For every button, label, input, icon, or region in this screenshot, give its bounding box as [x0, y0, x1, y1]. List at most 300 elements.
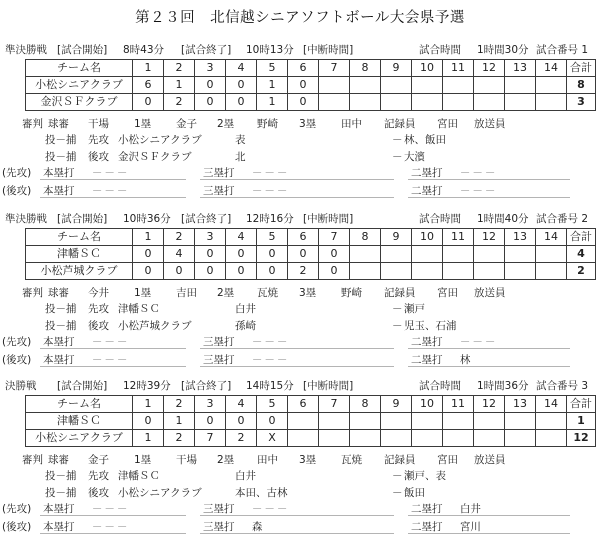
inning-score-cell	[536, 413, 567, 430]
triple-segment	[200, 519, 394, 534]
inning-score-cell: 2	[288, 263, 319, 280]
battery-catchers: 児玉、石浦	[404, 320, 457, 332]
inning-score-cell: 0	[133, 246, 164, 263]
game-duration-value: 1時間40分	[477, 213, 529, 225]
double-value: －－－	[459, 336, 498, 348]
start-time-value: 10時36分	[123, 213, 171, 225]
battery-label: 投－捕	[45, 134, 77, 146]
page-title: 第２３回 北信越シニアソフトボール大会県予選	[135, 10, 465, 26]
homerun-label: 本塁打	[43, 185, 75, 197]
extra-hits-row	[0, 519, 600, 534]
inning-header-cell: 2	[164, 60, 195, 77]
battery-row	[0, 149, 600, 164]
inning-score-cell: 6	[133, 77, 164, 94]
battery-catchers: 瀬戸	[404, 303, 425, 315]
interruption-label: [中断時間]	[303, 213, 354, 225]
team-score-row	[26, 263, 596, 280]
inning-score-cell: 1	[164, 77, 195, 94]
third-base-umpire-name: 田中	[341, 118, 362, 130]
double-segment	[408, 352, 570, 367]
inning-score-cell: 1	[164, 413, 195, 430]
inning-score-cell: 0	[226, 94, 257, 111]
team-name-cell: 津幡ＳＣ	[26, 246, 133, 263]
team-score-row	[26, 77, 596, 94]
inning-score-cell: 0	[226, 413, 257, 430]
total-score-cell: 1	[567, 413, 596, 430]
scorer-name: 宮田	[437, 454, 458, 466]
team-name-header: チーム名	[26, 229, 133, 246]
inning-score-cell	[474, 246, 505, 263]
inning-header-cell: 3	[195, 60, 226, 77]
team-score-row	[26, 413, 596, 430]
announcer-label: 放送員	[474, 287, 506, 299]
battery-team-name: 津幡ＳＣ	[118, 303, 160, 315]
hits-side-label: (後攻)	[2, 354, 32, 366]
extra-hits-row	[0, 352, 600, 367]
inning-score-cell	[536, 94, 567, 111]
double-value: 白井	[459, 503, 481, 515]
inning-header-cell: 4	[226, 396, 257, 413]
inning-header-cell: 7	[319, 60, 350, 77]
inning-score-cell	[443, 246, 474, 263]
inning-score-cell	[474, 263, 505, 280]
battery-pitchers: 孫崎	[235, 320, 256, 332]
first-base-label: 1塁	[134, 454, 152, 466]
triple-segment	[200, 334, 394, 349]
score-table-body	[26, 60, 596, 111]
inning-header-cell: 12	[474, 396, 505, 413]
triple-label: 三塁打	[203, 354, 235, 366]
double-segment	[408, 334, 570, 349]
battery-pitchers: 白井	[235, 303, 256, 315]
team-name-header: チーム名	[26, 396, 133, 413]
game-header-line	[0, 378, 600, 393]
inning-score-cell	[381, 430, 412, 447]
game-duration-value: 1時間30分	[477, 44, 529, 56]
inning-score-cell	[443, 77, 474, 94]
inning-score-cell: 0	[133, 413, 164, 430]
second-base-umpire-name: 田中	[257, 454, 278, 466]
game-duration-value: 1時間36分	[477, 380, 529, 392]
inning-score-cell	[412, 430, 443, 447]
double-segment	[408, 519, 570, 534]
scorer-name: 宮田	[437, 287, 458, 299]
game-section-2	[0, 211, 600, 373]
second-base-label: 2塁	[217, 454, 235, 466]
third-base-label: 3塁	[299, 118, 317, 130]
plate-umpire-name: 金子	[88, 454, 109, 466]
battery-catchers: 林、飯田	[404, 134, 446, 146]
first-base-umpire-name: 干場	[176, 454, 197, 466]
start-time-value: 8時43分	[123, 44, 165, 56]
homerun-value: －－－	[91, 336, 130, 348]
homerun-segment	[40, 519, 186, 534]
homerun-segment	[40, 352, 186, 367]
inning-score-cell	[505, 430, 536, 447]
triple-label: 三塁打	[203, 185, 235, 197]
inning-header-cell: 14	[536, 229, 567, 246]
battery-team-name: 津幡ＳＣ	[118, 470, 160, 482]
triple-value: －－－	[251, 354, 290, 366]
inning-header-cell: 9	[381, 60, 412, 77]
battery-row	[0, 485, 600, 500]
inning-score-cell	[412, 94, 443, 111]
double-label: 二塁打	[411, 336, 443, 348]
end-time-value: 12時16分	[246, 213, 294, 225]
inning-score-cell: 4	[164, 246, 195, 263]
inning-header-cell: 10	[412, 229, 443, 246]
inning-score-cell: 1	[257, 94, 288, 111]
game-end-label: [試合終了]	[181, 380, 232, 392]
triple-value: 森	[251, 521, 263, 533]
second-base-label: 2塁	[217, 118, 235, 130]
table-header-row	[26, 229, 596, 246]
inning-score-cell	[319, 430, 350, 447]
scorer-label: 記録員	[384, 118, 416, 130]
inning-header-cell: 5	[257, 60, 288, 77]
inning-header-cell: 13	[505, 396, 536, 413]
total-score-cell: 8	[567, 77, 596, 94]
inning-score-cell	[505, 94, 536, 111]
inning-score-cell	[381, 94, 412, 111]
game-start-label: [試合開始]	[57, 380, 108, 392]
battery-catchers: 飯田	[404, 487, 425, 499]
inning-score-cell	[350, 94, 381, 111]
triple-label: 三塁打	[203, 336, 235, 348]
game-time-label: 試合時間	[419, 213, 461, 225]
battery-pitchers: 表	[235, 134, 246, 146]
inning-header-cell: 2	[164, 396, 195, 413]
third-base-label: 3塁	[299, 454, 317, 466]
first-base-umpire-name: 金子	[176, 118, 197, 130]
plate-umpire-label: 球審	[48, 287, 69, 299]
homerun-label: 本塁打	[43, 336, 75, 348]
score-table	[25, 59, 596, 111]
inning-score-cell: 0	[257, 413, 288, 430]
battery-dash: －	[392, 470, 403, 482]
plate-umpire-label: 球審	[48, 454, 69, 466]
total-header: 合計	[567, 229, 596, 246]
battery-pitchers: 白井	[235, 470, 256, 482]
battery-dash: －	[392, 320, 403, 332]
end-time-value: 14時15分	[246, 380, 294, 392]
battery-row	[0, 132, 600, 147]
inning-score-cell	[505, 246, 536, 263]
inning-score-cell: X	[257, 430, 288, 447]
triple-segment	[200, 352, 394, 367]
inning-header-cell: 9	[381, 229, 412, 246]
inning-header-cell: 12	[474, 229, 505, 246]
inning-score-cell: 0	[257, 263, 288, 280]
inning-score-cell	[381, 77, 412, 94]
homerun-label: 本塁打	[43, 503, 75, 515]
inning-score-cell	[412, 413, 443, 430]
game-start-label: [試合開始]	[57, 44, 108, 56]
homerun-value: －－－	[91, 185, 130, 197]
double-label: 二塁打	[411, 354, 443, 366]
inning-header-cell: 1	[133, 60, 164, 77]
double-value: －－－	[459, 167, 498, 179]
scorer-name: 宮田	[437, 118, 458, 130]
extra-hits-row	[0, 501, 600, 516]
double-segment	[408, 183, 570, 198]
team-name-cell: 金沢ＳＦクラブ	[26, 94, 133, 111]
second-base-umpire-name: 野崎	[257, 118, 278, 130]
inning-header-cell: 14	[536, 60, 567, 77]
third-base-umpire-name: 野崎	[341, 287, 362, 299]
battery-dash: －	[392, 151, 403, 163]
total-header: 合計	[567, 396, 596, 413]
inning-score-cell	[412, 246, 443, 263]
inning-score-cell	[474, 77, 505, 94]
score-table	[25, 228, 596, 280]
table-header-row	[26, 60, 596, 77]
total-score-cell: 3	[567, 94, 596, 111]
inning-score-cell	[443, 413, 474, 430]
game-start-label: [試合開始]	[57, 213, 108, 225]
inning-score-cell	[443, 263, 474, 280]
score-table	[25, 395, 596, 447]
triple-value: －－－	[251, 167, 290, 179]
first-base-umpire-name: 吉田	[176, 287, 197, 299]
game-number-label: 試合番号 3	[536, 380, 589, 392]
inning-header-cell: 13	[505, 229, 536, 246]
inning-score-cell	[474, 430, 505, 447]
battery-team-name: 小松シニアクラブ	[118, 134, 202, 146]
homerun-value: －－－	[91, 354, 130, 366]
inning-score-cell: 0	[288, 246, 319, 263]
homerun-label: 本塁打	[43, 354, 75, 366]
inning-score-cell	[505, 263, 536, 280]
inning-score-cell	[536, 430, 567, 447]
triple-segment	[200, 501, 394, 516]
announcer-label: 放送員	[474, 454, 506, 466]
team-name-cell: 小松シニアクラブ	[26, 77, 133, 94]
game-header-line	[0, 211, 600, 226]
team-score-row	[26, 94, 596, 111]
team-name-header: チーム名	[26, 60, 133, 77]
total-score-cell: 2	[567, 263, 596, 280]
homerun-segment	[40, 501, 186, 516]
inning-score-cell: 0	[319, 263, 350, 280]
battery-team-name: 小松芦城クラブ	[118, 320, 192, 332]
triple-value: －－－	[251, 336, 290, 348]
third-base-label: 3塁	[299, 287, 317, 299]
umpire-row	[0, 285, 600, 300]
inning-score-cell	[350, 77, 381, 94]
inning-score-cell	[319, 413, 350, 430]
scorer-label: 記録員	[384, 454, 416, 466]
plate-umpire-label: 球審	[48, 118, 69, 130]
double-value: －－－	[459, 185, 498, 197]
inning-header-cell: 3	[195, 229, 226, 246]
plate-umpire-name: 今井	[88, 287, 109, 299]
homerun-label: 本塁打	[43, 167, 75, 179]
umpire-row	[0, 452, 600, 467]
game-number-label: 試合番号 1	[536, 44, 589, 56]
table-header-row	[26, 396, 596, 413]
inning-score-cell	[412, 263, 443, 280]
inning-score-cell	[288, 430, 319, 447]
inning-score-cell	[288, 413, 319, 430]
hits-side-label: (先攻)	[2, 336, 32, 348]
inning-score-cell: 1	[133, 430, 164, 447]
inning-header-cell: 12	[474, 60, 505, 77]
inning-header-cell: 2	[164, 229, 195, 246]
first-base-label: 1塁	[134, 118, 152, 130]
game-end-label: [試合終了]	[181, 44, 232, 56]
game-section-1	[0, 42, 600, 204]
battery-label: 投－捕	[45, 470, 77, 482]
inning-score-cell: 0	[288, 77, 319, 94]
battery-row	[0, 301, 600, 316]
hits-side-label: (後攻)	[2, 521, 32, 533]
battery-row	[0, 318, 600, 333]
score-table-body	[26, 229, 596, 280]
battery-label: 投－捕	[45, 151, 77, 163]
inning-header-cell: 11	[443, 229, 474, 246]
inning-score-cell	[536, 246, 567, 263]
interruption-label: [中断時間]	[303, 44, 354, 56]
inning-score-cell: 0	[164, 263, 195, 280]
inning-header-cell: 14	[536, 396, 567, 413]
umpire-label: 審判	[22, 454, 43, 466]
battery-side-label: 後攻	[88, 487, 109, 499]
plate-umpire-name: 干場	[88, 118, 109, 130]
inning-score-cell	[350, 263, 381, 280]
battery-side-label: 後攻	[88, 151, 109, 163]
umpire-row	[0, 116, 600, 131]
inning-header-cell: 6	[288, 396, 319, 413]
double-segment	[408, 165, 570, 180]
triple-segment	[200, 183, 394, 198]
inning-header-cell: 11	[443, 60, 474, 77]
inning-score-cell	[350, 246, 381, 263]
first-base-label: 1塁	[134, 287, 152, 299]
inning-header-cell: 10	[412, 396, 443, 413]
inning-header-cell: 8	[350, 60, 381, 77]
scorer-label: 記録員	[384, 287, 416, 299]
team-score-row	[26, 246, 596, 263]
inning-score-cell: 7	[195, 430, 226, 447]
inning-score-cell: 0	[319, 246, 350, 263]
round-label: 準決勝戦	[5, 44, 47, 56]
team-name-cell: 津幡ＳＣ	[26, 413, 133, 430]
homerun-value: －－－	[91, 503, 130, 515]
inning-score-cell: 0	[226, 77, 257, 94]
second-base-label: 2塁	[217, 287, 235, 299]
double-value: 宮川	[459, 521, 481, 533]
battery-label: 投－捕	[45, 487, 77, 499]
inning-score-cell	[474, 413, 505, 430]
double-label: 二塁打	[411, 185, 443, 197]
inning-score-cell	[381, 413, 412, 430]
double-segment	[408, 501, 570, 516]
hits-side-label: (先攻)	[2, 503, 32, 515]
score-table-body	[26, 396, 596, 447]
triple-label: 三塁打	[203, 521, 235, 533]
inning-score-cell	[381, 263, 412, 280]
inning-header-cell: 5	[257, 229, 288, 246]
inning-score-cell	[350, 430, 381, 447]
game-section-3	[0, 378, 600, 540]
inning-score-cell	[381, 246, 412, 263]
inning-score-cell	[536, 77, 567, 94]
double-label: 二塁打	[411, 503, 443, 515]
game-number-label: 試合番号 2	[536, 213, 589, 225]
total-header: 合計	[567, 60, 596, 77]
team-name-cell: 小松シニアクラブ	[26, 430, 133, 447]
triple-segment	[200, 165, 394, 180]
round-label: 準決勝戦	[5, 213, 47, 225]
inning-header-cell: 3	[195, 396, 226, 413]
inning-score-cell	[443, 94, 474, 111]
double-label: 二塁打	[411, 521, 443, 533]
inning-score-cell	[505, 77, 536, 94]
inning-score-cell: 0	[133, 94, 164, 111]
inning-score-cell: 0	[288, 94, 319, 111]
battery-catchers: 瀬戸、表	[404, 470, 446, 482]
battery-side-label: 先攻	[88, 470, 109, 482]
battery-pitchers: 北	[235, 151, 246, 163]
inning-header-cell: 7	[319, 229, 350, 246]
interruption-label: [中断時間]	[303, 380, 354, 392]
extra-hits-row	[0, 334, 600, 349]
homerun-value: －－－	[91, 167, 130, 179]
hits-side-label: (先攻)	[2, 167, 32, 179]
inning-score-cell: 0	[226, 246, 257, 263]
inning-header-cell: 7	[319, 396, 350, 413]
double-value: 林	[459, 354, 471, 366]
inning-score-cell	[443, 430, 474, 447]
battery-catchers: 大濱	[404, 151, 425, 163]
inning-header-cell: 5	[257, 396, 288, 413]
inning-header-cell: 8	[350, 229, 381, 246]
inning-score-cell: 2	[164, 94, 195, 111]
inning-header-cell: 10	[412, 60, 443, 77]
battery-team-name: 小松シニアクラブ	[118, 487, 202, 499]
inning-score-cell	[536, 263, 567, 280]
extra-hits-row	[0, 165, 600, 180]
battery-pitchers: 本田、古林	[235, 487, 288, 499]
battery-side-label: 先攻	[88, 134, 109, 146]
inning-score-cell: 0	[195, 246, 226, 263]
triple-value: －－－	[251, 185, 290, 197]
inning-score-cell: 1	[257, 77, 288, 94]
inning-score-cell: 0	[195, 94, 226, 111]
inning-header-cell: 11	[443, 396, 474, 413]
inning-score-cell	[474, 94, 505, 111]
inning-score-cell: 0	[195, 77, 226, 94]
battery-dash: －	[392, 303, 403, 315]
hits-side-label: (後攻)	[2, 185, 32, 197]
inning-header-cell: 8	[350, 396, 381, 413]
inning-header-cell: 4	[226, 60, 257, 77]
third-base-umpire-name: 瓦焼	[341, 454, 362, 466]
homerun-value: －－－	[91, 521, 130, 533]
team-score-row	[26, 430, 596, 447]
total-score-cell: 12	[567, 430, 596, 447]
inning-score-cell: 0	[195, 413, 226, 430]
triple-label: 三塁打	[203, 167, 235, 179]
homerun-segment	[40, 165, 186, 180]
battery-label: 投－捕	[45, 303, 77, 315]
double-label: 二塁打	[411, 167, 443, 179]
inning-header-cell: 6	[288, 60, 319, 77]
extra-hits-row	[0, 183, 600, 198]
triple-value: －－－	[251, 503, 290, 515]
umpire-label: 審判	[22, 118, 43, 130]
